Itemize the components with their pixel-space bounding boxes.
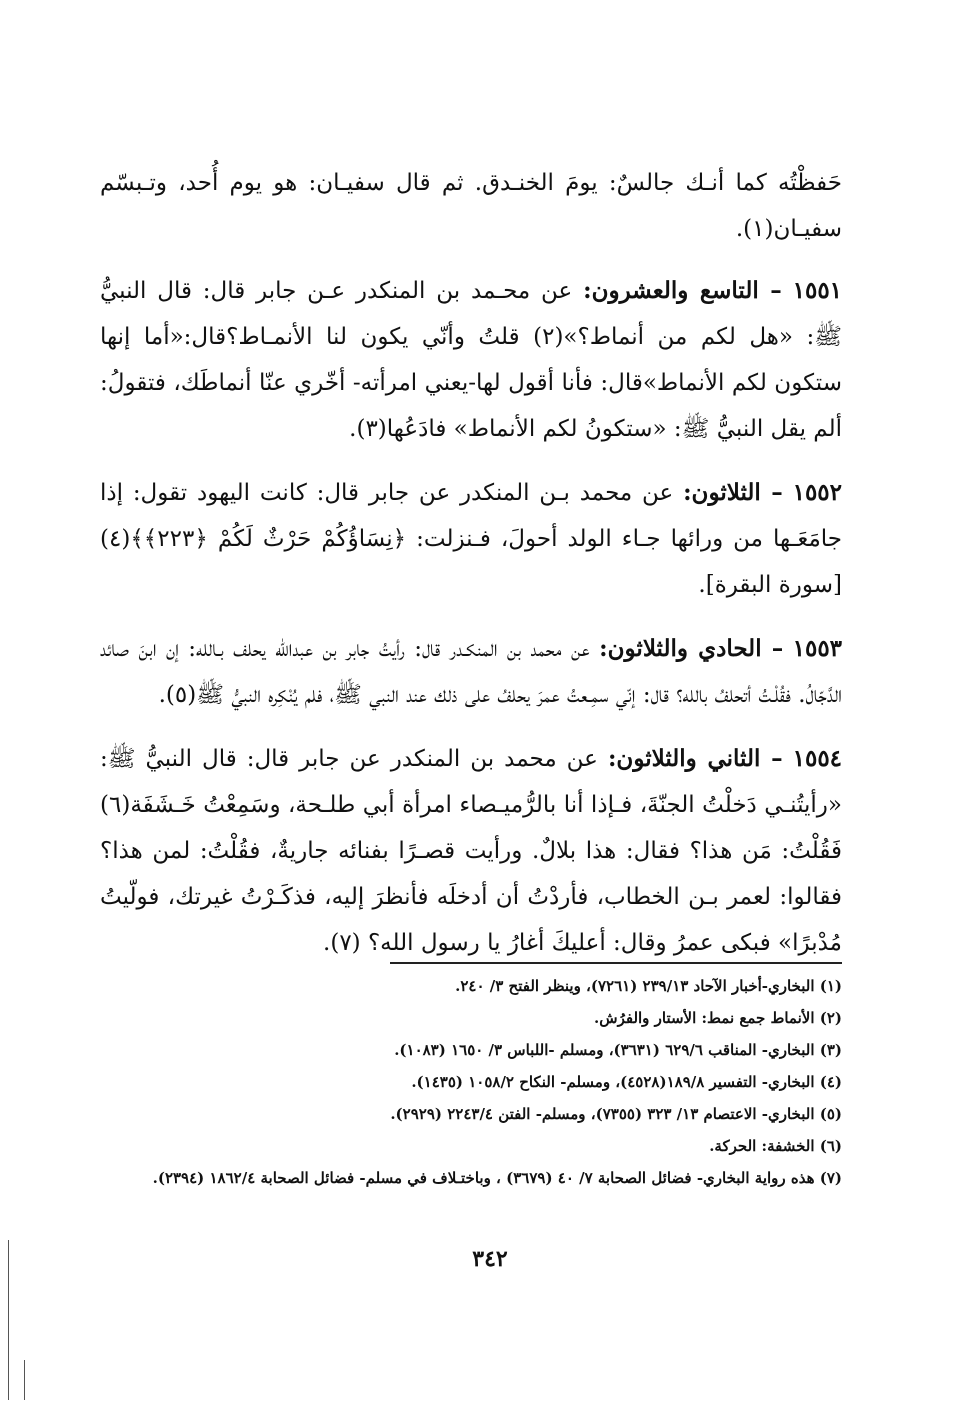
hadith-number: ١٥٥٣ xyxy=(792,635,843,662)
hadith-text: عن محمد بـن المنكدر عن جابر قال: كانت اليهود تقول: إذا جامَعَـها من ورائها جـاء الولد أحولَ، فـنزلت: ﴿نِسَاؤُكُمْ حَرْثٌ لَكُمْ ﴿٢٢٣﴾﴾(٤) [سورة البقرة]. xyxy=(100,480,842,598)
hadith-1551 xyxy=(100,268,842,452)
hadith-heading: – الحادي والثلاثون: xyxy=(599,635,784,662)
footnote: (١) البخاري-أخبار الآحاد ٢٣٩/١٣ (٧٢٦١)، وينظر الفتح ٣/ ٢٤٠. xyxy=(455,977,842,995)
hadith-heading: – الثلاثون: xyxy=(683,479,783,506)
hadith-text: عن محمد بن المنكـدر قال: رأيتُ جابر بن عبدالله يحلف بـالله: إن ابنَ صائد الدَّجّالُ. فقُلْـتُ أتحلفُ بالله؟ قال: إنّي سمِـعتُ عمرَ يحلفُ على ذلك عند النبي ﷺ، فلم يُنْكِره النبيُّ ﷺ(٥). xyxy=(100,636,842,708)
hadith-number: ١٥٥٤ xyxy=(792,745,843,772)
hadith-1552 xyxy=(100,470,842,608)
hadith-1554 xyxy=(100,736,842,966)
hadith-1553 xyxy=(100,626,842,718)
paragraph-continuation xyxy=(100,160,842,252)
footnote: (٧) هذه رواية البخاري- فضائل الصحابة ٧/ ٤٠ (٣٦٧٩) ، وباختـلاف في مسلم- فضائل الصحابة ١٨٦٢/٤ (٢٣٩٤). xyxy=(152,1169,842,1187)
footnotes xyxy=(100,970,842,1194)
footnote: (٢) الأنماط جمع نمط: الأستار والفرُش. xyxy=(594,1009,842,1027)
hadith-number: ١٥٥٢ xyxy=(792,479,843,506)
hadith-text: عن محـمد بن المنكدر عـن جابر قال: قال النبيُّ ﷺ: «هل لكم من أنماط؟»(٢) قلتُ وأنّي يكون لنا الأنمـاط؟قال:«أما إنها ستكون لكم الأنماط»قال: فأنا أقول لها-يعني امرأته- أخّري عنّا أنماطَك، فتقولُ: ألم يقل النبيُّ ﷺ: «ستكونُ لكم الأنماط» فادَعُها(٣). xyxy=(100,278,842,442)
hadith-heading: – التاسع والعشرون: xyxy=(583,277,782,304)
hadith-number: ١٥٥١ xyxy=(792,277,843,304)
paragraph-text: حَفظْتُه كما أنـك جالسٌ: يومَ الخنـدق. ثم قال سفيـان: هو يوم أُحد، وتـبسّم سفيـان(١). xyxy=(100,170,842,242)
hadith-heading: – الثاني والثلاثون: xyxy=(607,745,783,772)
footnote: (٥) البخاري- الاعتصام ١٣/ ٣٢٣ (٧٣٥٥)، ومسلم- الفتن ٢٢٤٣/٤ (٢٩٢٩). xyxy=(390,1105,842,1123)
main-text xyxy=(100,160,842,984)
footnote: (٣) البخاري- المناقب ٦٢٩/٦ (٣٦٣١)، ومسلم -اللباس ٣/ ١٦٥٠ (١٠٨٣). xyxy=(394,1041,842,1059)
page-number: ٣٤٢ xyxy=(472,1246,508,1272)
footnote: (٦) الخشفة: الحركة. xyxy=(709,1137,842,1155)
scan-margin-line xyxy=(8,1240,9,1400)
footnote: (٤) البخاري- التفسير ١٨٩/٨(٤٥٢٨)، ومسلم- النكاح ١٠٥٨/٢ (١٤٣٥). xyxy=(411,1073,842,1091)
hadith-text: عن محمد بن المنكدر عن جابر قال: قال النبيُّ ﷺ: «رأيتُنـي دَخلْتُ الجنّةَ، فـإذا أنا بالرُّميـصاء امرأة أبي طلـحة، وسَمِعْتُ خَـشَفَة(٦) فَقُلْتُ: مَن هذا؟ فقال: هذا بلالٌ. ورأيت قصـرًا بفنائه جاريةٌ، فقُلْتُ: لمن هذا؟ فقالوا: لعمر بـن الخطاب، فأردْتُ أن أدخلَه فأنظرَ إليه، فذكَـرْتُ غيرتك، فولّيتُ مُدْبرًا» فبكى عمرُ وقال: أعليكَ أغارُ يا رسول الله؟ (٧). xyxy=(100,746,842,956)
scan-margin-line xyxy=(24,1360,25,1400)
footnote-separator xyxy=(390,962,842,964)
